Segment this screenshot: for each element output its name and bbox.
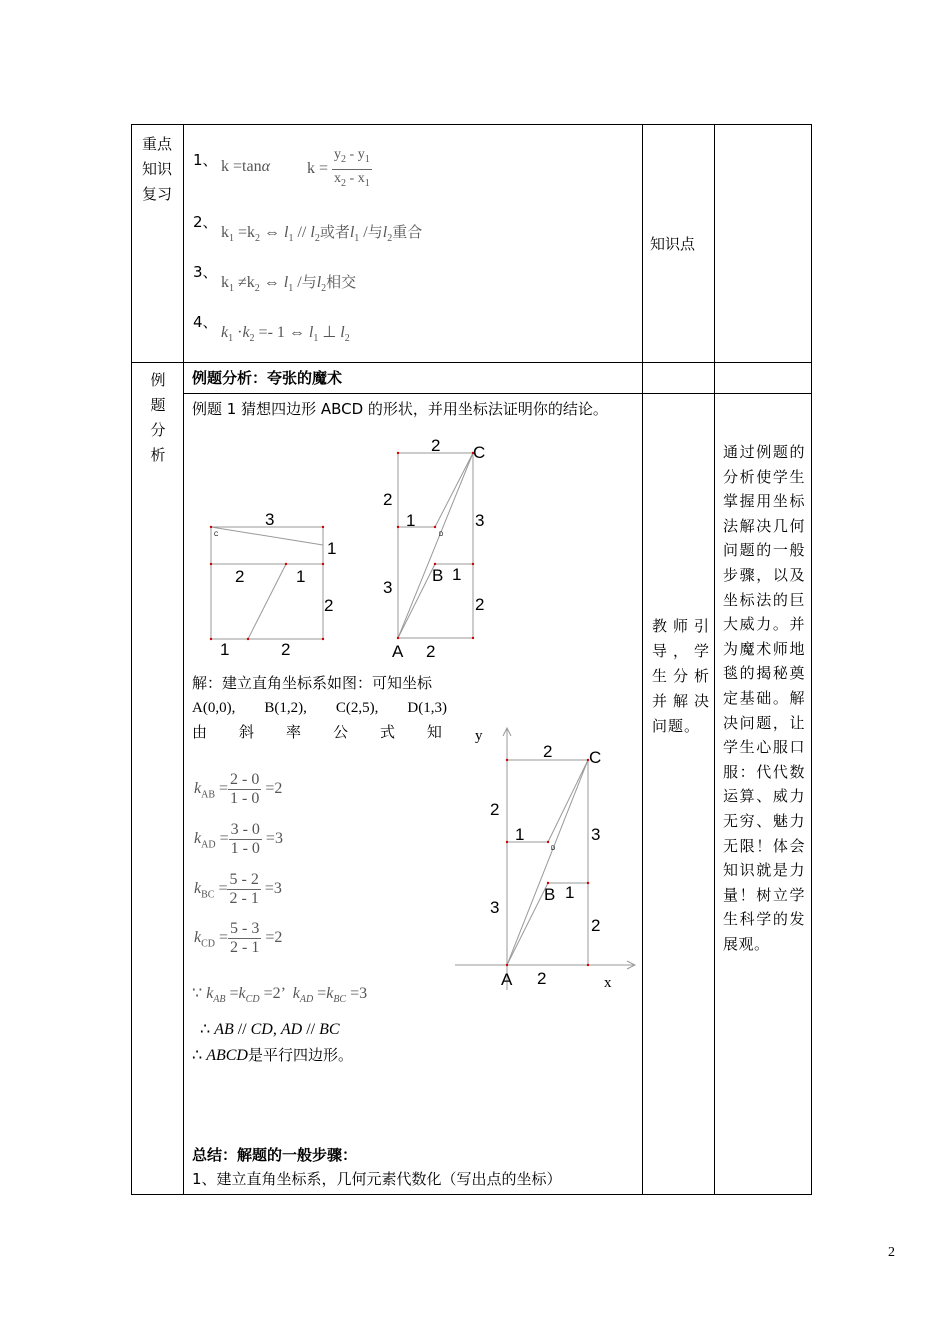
fig3-label-d: D bbox=[551, 846, 556, 852]
formula-intersect: $k_1 \ne k_2$ ⇔ $l_1$ /与$l_2$相交 bbox=[221, 273, 357, 295]
fig2-label-a: A bbox=[392, 642, 404, 657]
fig2-label-left-upper: 2 bbox=[383, 490, 393, 509]
fig3-label-b: B bbox=[544, 885, 556, 904]
fig2-label-c: C bbox=[473, 443, 486, 462]
fig3-label-c: C bbox=[589, 748, 602, 767]
row-divider-1 bbox=[131, 362, 812, 363]
fig1-label-right-upper: 1 bbox=[327, 539, 337, 558]
formula-perpendicular: $k_1 \cdot k_2 =- 1$ ⇔ $l_1$ ⊥ $l_2$ bbox=[221, 324, 350, 345]
formula-parallel: $k_1 =k_2$ ⇔ $l_1 // l_2$或者$l_1$ /与$l_2$重合 bbox=[221, 223, 423, 245]
because-line: ∵ $k_{AB} =k_{CD} =2$’ $k_{AD} =k_{BC} =3$ bbox=[192, 985, 368, 1006]
coords-line bbox=[192, 696, 447, 720]
fig3-label-left-upper: 2 bbox=[490, 800, 500, 819]
item-number: 2、 bbox=[193, 213, 218, 231]
fig3-label-bottom: 2 bbox=[537, 969, 547, 988]
col-divider-3 bbox=[714, 124, 715, 1195]
formula-4 bbox=[193, 310, 493, 345]
fig1-label-c: C bbox=[214, 532, 219, 538]
fig3-label-b-right: 1 bbox=[565, 883, 575, 902]
slope-ad: $k_{AD}$ = $\frac{3 - 0}{1 - 0}$ =3 bbox=[194, 821, 283, 857]
slope-bc: $k_{BC}$ = $\frac{5 - 2}{2 - 1}$ =3 bbox=[194, 871, 282, 907]
fig2-label-right-lower: 2 bbox=[475, 595, 485, 614]
fig3-label-a: A bbox=[501, 970, 513, 989]
fig2-label-d: D bbox=[439, 532, 444, 538]
formula-tan: k =tanα bbox=[221, 158, 270, 175]
figure-2 bbox=[378, 432, 488, 657]
col-divider-2 bbox=[642, 124, 643, 1195]
table-top-border bbox=[131, 124, 812, 125]
fig3-axis-x: x bbox=[604, 975, 612, 991]
fig1-label-mid-left: 2 bbox=[235, 567, 245, 586]
fig2-label-left-lower: 3 bbox=[383, 578, 393, 597]
fig1-label-top: 3 bbox=[265, 510, 275, 529]
therefore-parallelogram: ∴ ABCD是平行四边形。 bbox=[192, 1046, 353, 1064]
fig1-label-mid-right: 1 bbox=[296, 567, 306, 586]
therefore-parallel: ∴ AB // CD, AD // BC bbox=[200, 1021, 340, 1038]
formula-1 bbox=[193, 144, 453, 190]
summary-step-1: 1、建立直角坐标系，几何元素代数化（写出点的坐标） bbox=[192, 1170, 562, 1188]
coord-a: A(0,0), bbox=[192, 700, 236, 716]
fig3-axis-y: y bbox=[475, 728, 483, 744]
fig2-label-inner: 1 bbox=[406, 511, 416, 530]
table-bottom-border bbox=[131, 1194, 812, 1195]
page-number: 2 bbox=[888, 1245, 895, 1260]
coord-d: D(1,3) bbox=[407, 700, 447, 716]
table-left-border bbox=[131, 124, 132, 1195]
figure-1 bbox=[200, 505, 350, 655]
slope-formula-intro: 由 斜 率 公 式 知 bbox=[192, 723, 442, 741]
formula-2 bbox=[193, 210, 493, 245]
fig1-label-bottom-left: 1 bbox=[220, 640, 230, 655]
row2-title: 例题分析：夸张的魔术 bbox=[192, 369, 343, 387]
col-divider-1 bbox=[183, 124, 184, 1195]
fig2-label-top: 2 bbox=[431, 436, 441, 455]
formula-slope: k = $\frac{y_2 - y_1}{x_2 - x_1}$ bbox=[307, 147, 370, 189]
slope-cd: $k_{CD}$ = $\frac{5 - 3}{2 - 1}$ =2 bbox=[194, 920, 283, 956]
fig3-label-top: 2 bbox=[543, 742, 553, 761]
row-divider-2 bbox=[183, 393, 812, 394]
solution-line1: 解：建立直角坐标系如图：可知坐标 bbox=[192, 674, 433, 692]
row2-label: 例题分析 bbox=[150, 371, 166, 464]
table-right-border bbox=[811, 124, 812, 1195]
fig2-label-b-right: 1 bbox=[452, 565, 462, 584]
fig3-label-left-lower: 3 bbox=[490, 898, 500, 917]
figure-3 bbox=[455, 720, 640, 995]
slope-ab: $k_{AB}$ = $\frac{2 - 0}{1 - 0}$ =2 bbox=[194, 771, 283, 807]
coord-b: B(1,2), bbox=[264, 700, 307, 716]
fig1-label-bottom-right: 2 bbox=[281, 640, 291, 655]
problem-text: 例题 1 猜想四边形 ABCD 的形状，并用坐标法证明你的结论。 bbox=[192, 400, 608, 418]
item-number: 4、 bbox=[193, 313, 218, 331]
summary-title: 总结：解题的一般步骤： bbox=[192, 1146, 358, 1164]
fig3-label-right-lower: 2 bbox=[591, 916, 601, 935]
fig2-label-b: B bbox=[432, 566, 444, 585]
fig2-label-right-upper: 3 bbox=[475, 511, 485, 530]
row1-label: 重点知识复习 bbox=[141, 135, 172, 203]
item-number: 1、 bbox=[193, 151, 218, 169]
row3-col3: 教师引导，学生分析并解决问题。 bbox=[652, 617, 710, 735]
coord-c: C(2,5), bbox=[335, 700, 379, 716]
row3-col4: 通过例题的分析使学生掌握用坐标法解决几何问题的一般步骤，以及坐标法的巨大威力。并为魔术师地毯的揭秘奠定基础。解决问题，让学生心服口服：代代数运算、威力无穷、魅力无限！体会知识就是力量！树立学生科学的发展观。 bbox=[723, 443, 805, 953]
item-number: 3、 bbox=[193, 263, 218, 281]
fig1-label-right-lower: 2 bbox=[324, 596, 334, 615]
fig2-label-bottom: 2 bbox=[426, 642, 436, 657]
formula-3 bbox=[193, 260, 493, 295]
fig3-label-right-upper: 3 bbox=[591, 825, 601, 844]
fig3-label-inner: 1 bbox=[515, 825, 525, 844]
row1-col3: 知识点 bbox=[650, 235, 696, 253]
